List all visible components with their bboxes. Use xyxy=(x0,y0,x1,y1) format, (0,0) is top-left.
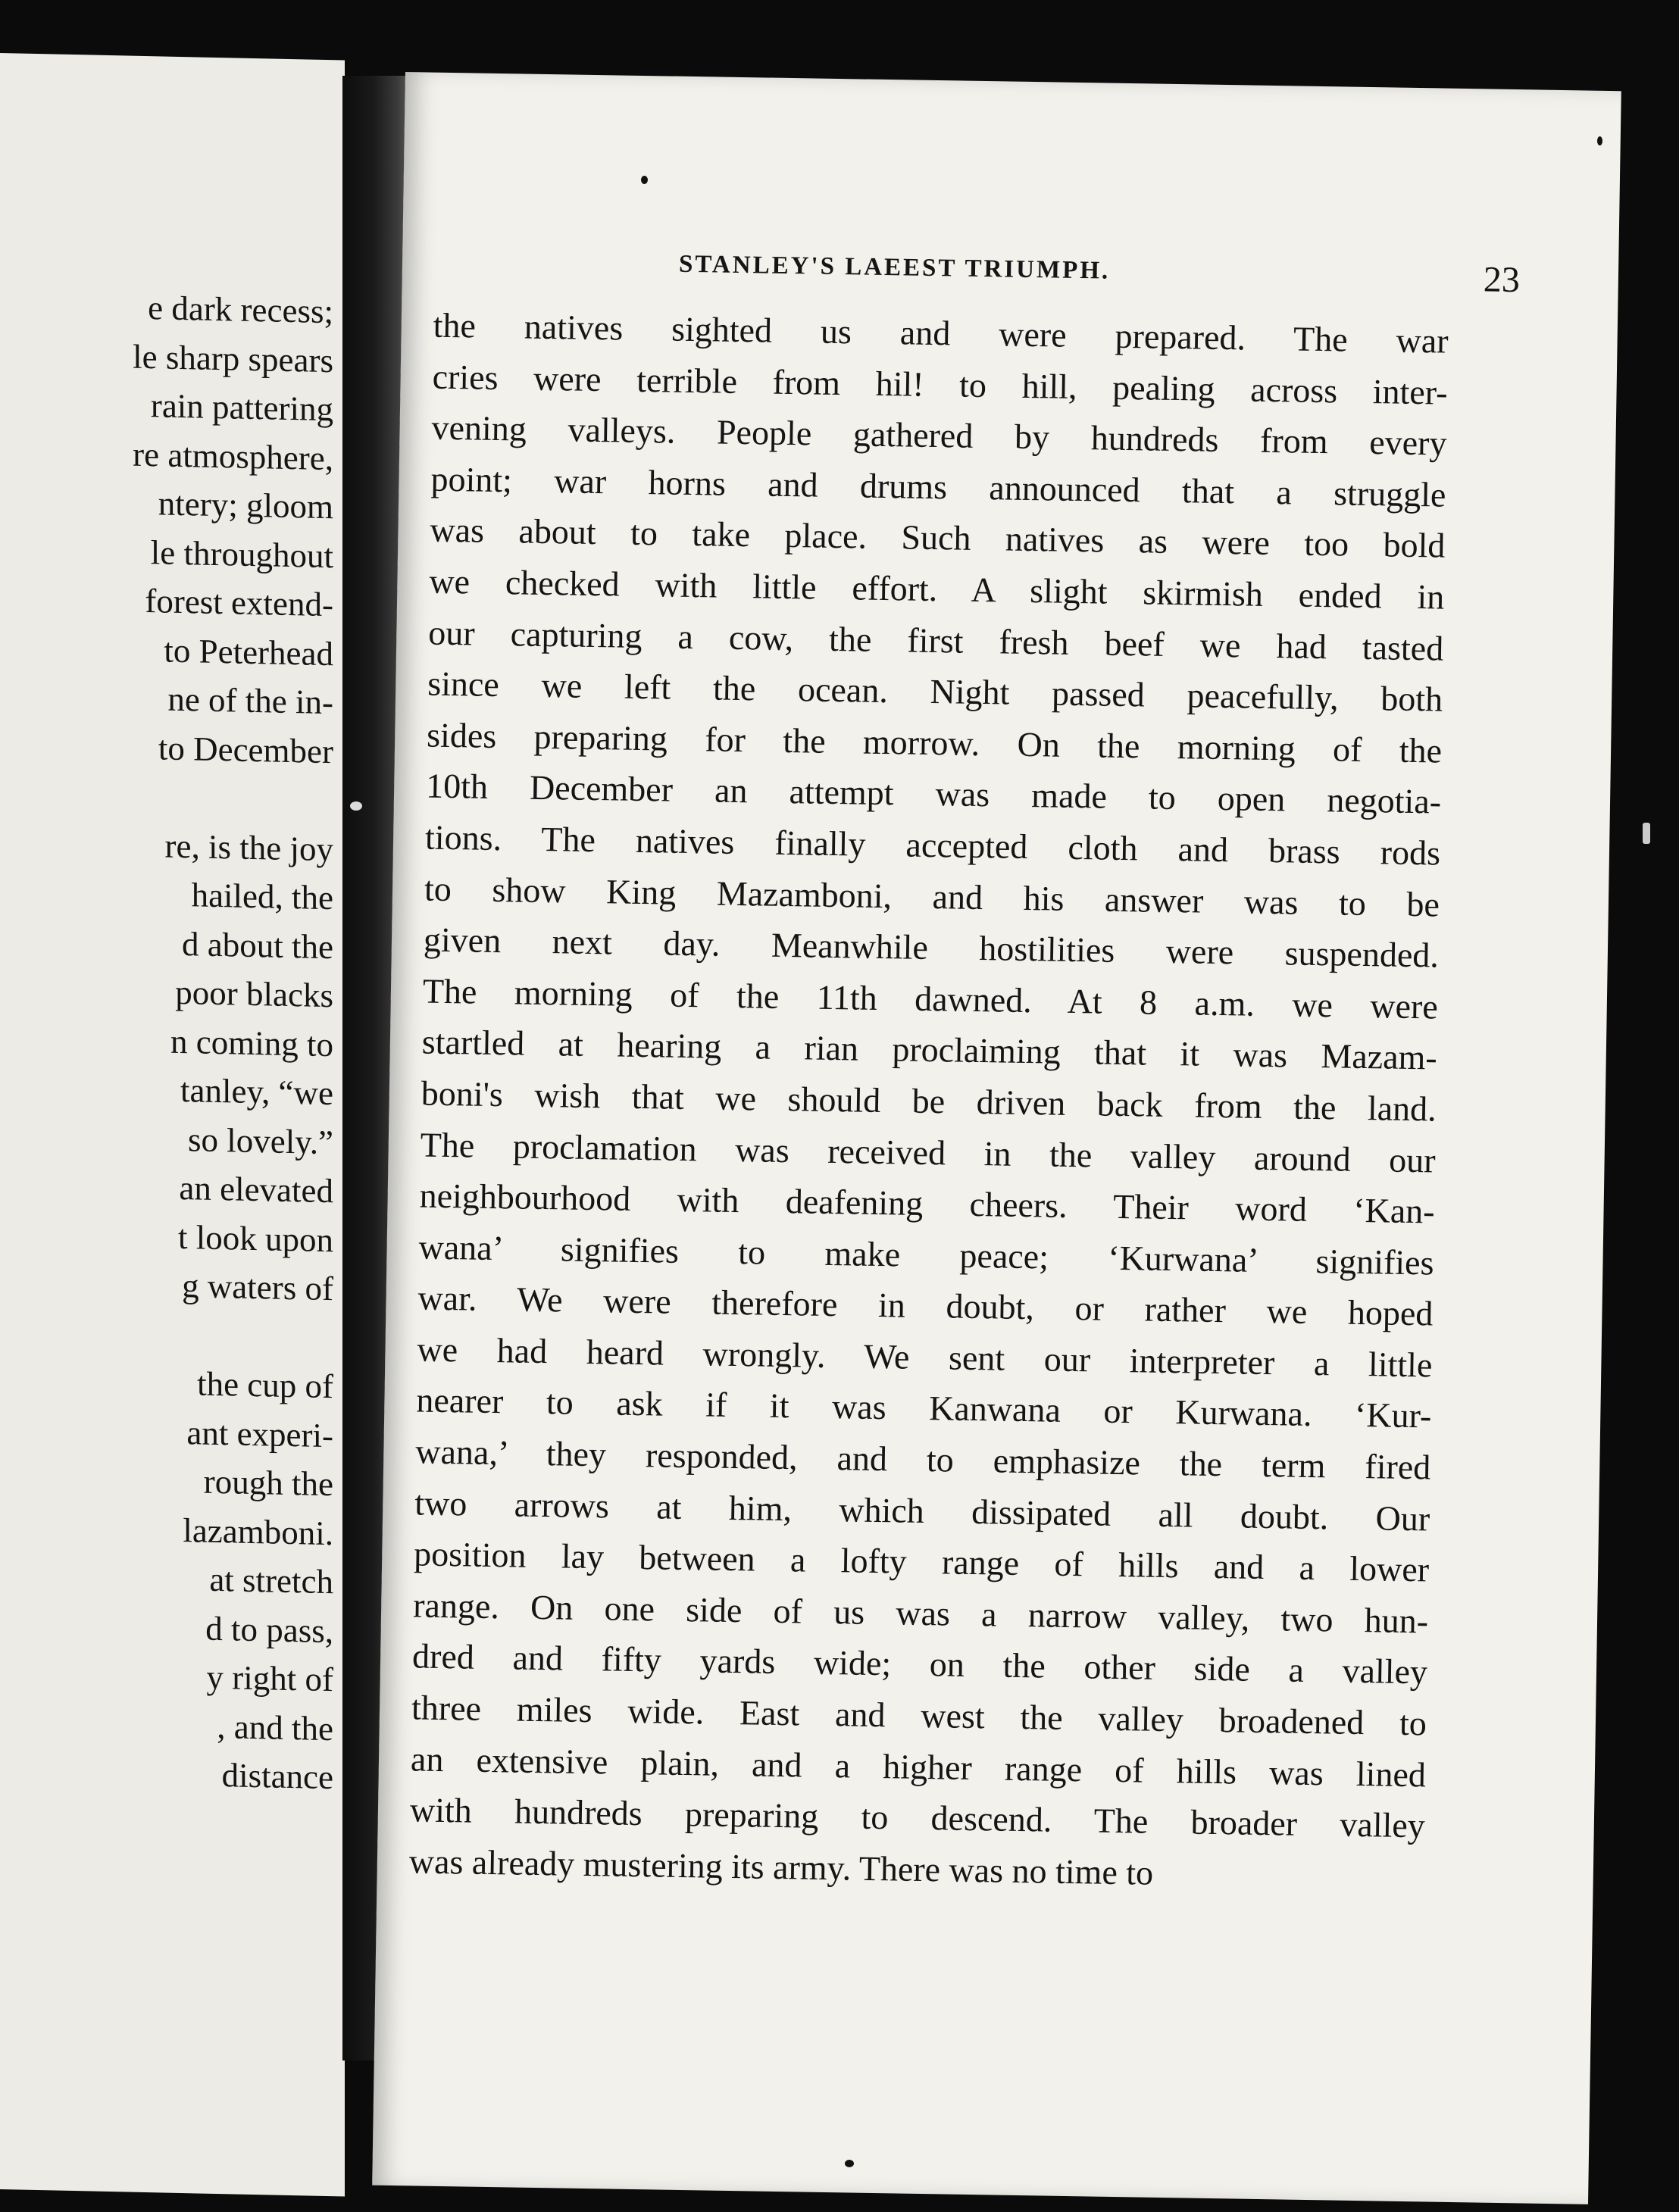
facing-page-line-text: re atmosphere, xyxy=(133,435,333,477)
facing-page-line xyxy=(0,1502,333,1558)
text-line: our capturing a cow, the first fresh beef we had tasted xyxy=(427,613,1444,668)
text-line: we checked with little effort. A slight skirmish ended in xyxy=(429,561,1445,617)
text-line: war. We were therefore in doubt, or rather we hoped xyxy=(417,1278,1434,1333)
facing-page-line-text: so lovely.” xyxy=(187,1120,333,1161)
facing-page-line-text: to Peterhead xyxy=(164,631,333,673)
facing-page-line xyxy=(0,1600,333,1656)
text-line: was about to take place. Such natives as were too bold xyxy=(430,510,1446,566)
facing-page-line xyxy=(0,1355,333,1411)
facing-page-line-text: g waters of xyxy=(182,1267,333,1308)
text-line: wana’ signifies to make peace; ‘Kurwana’ signifies xyxy=(418,1227,1434,1283)
book-page xyxy=(372,72,1621,2204)
facing-page-line-text: distance xyxy=(221,1756,333,1797)
text-line: sides preparing for the morrow. On the morning of the xyxy=(426,715,1443,770)
facing-page-line-text: to December xyxy=(158,728,333,770)
facing-page-line xyxy=(0,1404,333,1461)
facing-page-line-text: le throughout xyxy=(150,533,333,575)
text-line: the natives sighted us and were prepared. The war xyxy=(433,305,1449,361)
facing-page-line xyxy=(0,867,333,923)
scan-speck xyxy=(1643,823,1650,844)
text-line: nearer to ask if it was Kanwana or Kurwana. ‘Kur- xyxy=(416,1380,1432,1436)
facing-page-line-text: the cup of xyxy=(197,1364,333,1406)
facing-page-line-text: ne of the in- xyxy=(167,680,333,722)
scan-speck xyxy=(641,176,648,184)
facing-page-line xyxy=(0,1551,333,1607)
text-line: tions. The natives finally accepted cloth and brass rods xyxy=(424,817,1441,873)
facing-page-line xyxy=(0,525,333,581)
text-line: position lay between a lofty range of hills and a lower xyxy=(413,1534,1430,1589)
facing-page-line-text: le sharp spears xyxy=(133,337,333,380)
text-line: since we left the ocean. Night passed peacefully, both xyxy=(427,664,1443,719)
facing-page-line xyxy=(0,1698,333,1754)
facing-page-line xyxy=(0,427,333,483)
facing-page-line xyxy=(0,720,333,776)
facing-page xyxy=(0,53,345,2197)
facing-page-line xyxy=(0,1111,333,1167)
facing-page-line-text: ntery; gloom xyxy=(158,484,333,526)
text-line: The morning of the 11th dawned. At 8 a.m. we were xyxy=(422,971,1439,1026)
facing-page-line xyxy=(0,1160,333,1216)
text-line: given next day. Meanwhile hostilities were suspended. xyxy=(423,920,1440,975)
running-title: STANLEY'S LAEEST TRIUMPH. xyxy=(678,250,1111,285)
facing-page-line xyxy=(0,1014,333,1070)
facing-page-line-text: forest extend- xyxy=(145,582,333,624)
facing-page-line xyxy=(0,1648,333,1704)
text-line: three miles wide. East and west the valley broadened to xyxy=(411,1688,1427,1743)
text-line: startled at hearing a rian proclaiming that it was Mazam- xyxy=(421,1022,1438,1077)
facing-page-line xyxy=(0,671,333,727)
facing-page-line-text: re, is the joy xyxy=(164,826,333,868)
text-line: cries were terrible from hil! to hill, pealing across inter- xyxy=(432,357,1448,412)
facing-page-line-text: rough the xyxy=(203,1462,333,1504)
facing-page-line xyxy=(0,330,333,386)
text-line: to show King Mazamboni, and his answer was to be xyxy=(424,869,1440,924)
text-line: neighbourhood with deafening cheers. Their word ‘Kan- xyxy=(419,1176,1435,1231)
text-line: vening valleys. People gathered by hundreds from every xyxy=(431,408,1447,463)
text-line: was already mustering its army. There was no time to xyxy=(408,1842,1154,1892)
facing-page-line xyxy=(0,916,333,972)
facing-page-line-text: t look upon xyxy=(177,1217,333,1259)
text-line: range. On one side of us was a narrow valley, two hun- xyxy=(412,1586,1429,1641)
facing-page-line xyxy=(0,378,333,434)
text-line: 10th December an attempt was made to open negotia- xyxy=(425,766,1442,821)
facing-page-line-text: y right of xyxy=(206,1657,333,1699)
text-line: wana,’ they responded, and to emphasize the term fired xyxy=(414,1432,1431,1487)
facing-page-line-text: , and the xyxy=(217,1707,333,1748)
facing-page-line xyxy=(0,1746,333,1802)
facing-page-line-text: poor blacks xyxy=(175,973,333,1015)
facing-page-gap xyxy=(0,1307,333,1363)
facing-page-line xyxy=(0,476,333,532)
running-head xyxy=(678,251,1520,309)
facing-page-line xyxy=(0,573,333,630)
text-line: two arrows at him, which dissipated all doubt. Our xyxy=(414,1483,1430,1539)
facing-page-line-text: ant experi- xyxy=(186,1413,333,1454)
facing-page-line xyxy=(0,623,333,679)
text-line: dred and fifty yards wide; on the other side a valley xyxy=(411,1636,1428,1692)
facing-page-line-text: lazamboni. xyxy=(183,1511,333,1552)
facing-page-line xyxy=(0,1209,333,1265)
text-line: an extensive plain, and a higher range of hills was lined xyxy=(410,1739,1427,1795)
facing-page-gap xyxy=(0,769,333,825)
text-line: boni's wish that we should be driven back from the land. xyxy=(421,1073,1437,1129)
scan-speck xyxy=(1597,136,1602,145)
facing-page-line xyxy=(0,280,333,336)
facing-page-line xyxy=(0,818,333,874)
facing-page-line xyxy=(0,1258,333,1314)
text-line: The proclamation was received in the valley around our xyxy=(420,1124,1437,1180)
page-number: 23 xyxy=(1483,259,1521,301)
facing-page-line-text: rain pattering xyxy=(150,386,333,429)
facing-page-line xyxy=(0,964,333,1020)
facing-page-line-text: at stretch xyxy=(209,1560,333,1601)
scan-speck xyxy=(845,2160,854,2167)
facing-page-line-text: e dark recess; xyxy=(148,289,333,331)
facing-page-line-text: n coming to xyxy=(170,1022,333,1064)
text-line: point; war horns and drums announced that a struggle xyxy=(430,459,1446,514)
facing-page-line xyxy=(0,1062,333,1118)
text-line: with hundreds preparing to descend. The broader valley xyxy=(409,1790,1426,1845)
facing-page-line-text: tanley, “we xyxy=(180,1070,333,1113)
facing-page-line-text: d about the xyxy=(182,924,333,966)
facing-page-line xyxy=(0,1453,333,1509)
facing-page-line-text: an elevated xyxy=(179,1168,333,1211)
text-line: we had heard wrongly. We sent our interpreter a little xyxy=(417,1329,1433,1385)
body-text xyxy=(408,300,1449,1903)
facing-page-line-text: d to pass, xyxy=(205,1609,333,1650)
facing-page-line-text: hailed, the xyxy=(191,876,333,917)
scan-speck xyxy=(350,801,362,811)
facing-page-text xyxy=(0,280,333,1802)
